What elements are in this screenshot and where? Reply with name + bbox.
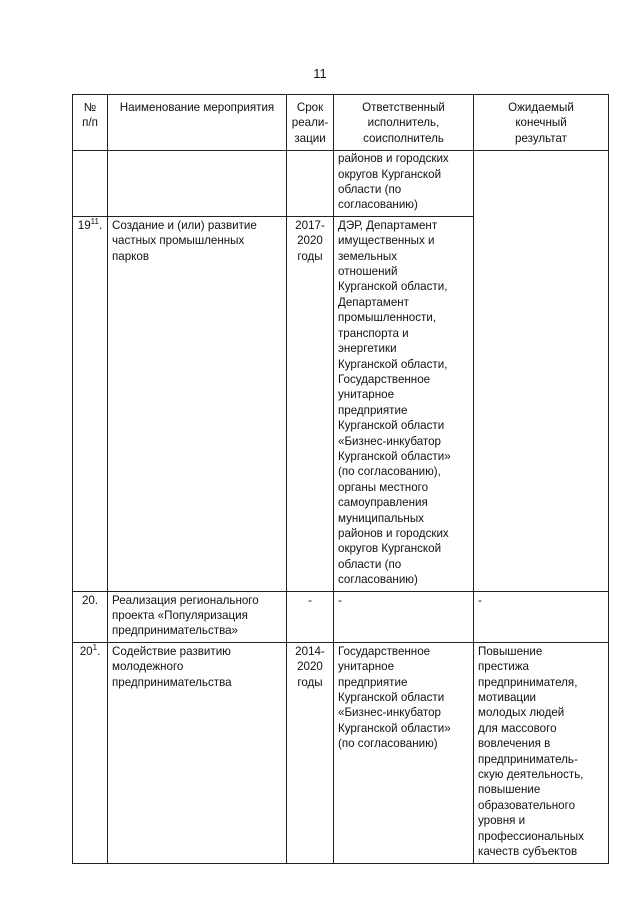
table-row: [73, 151, 609, 217]
header-name: Наименование мероприятия: [108, 95, 287, 151]
row-number-superscript: 1: [92, 642, 98, 652]
row-result-cell: Повышение престижа предпринимателя, мотивации молодых людей для массового вовлечения в предприниматель- скую деятельность, повышение образовательного уровня и профессиональных качеств субъектов: [474, 642, 609, 863]
row-name-cell: [108, 151, 287, 217]
table-row: [73, 591, 609, 642]
row-number-superscript: 11: [90, 216, 99, 226]
row-term-cell: -: [287, 591, 334, 642]
row-executor-cell: Государственное унитарное предприятие Курганской области «Бизнес-инкубатор Курганской области» (по согласованию): [334, 642, 474, 863]
row-name-cell: Содействие развитию молодежного предпринимательства: [108, 642, 287, 863]
row-result-cell: [474, 151, 609, 591]
row-term-cell: 2017- 2020 годы: [287, 216, 334, 591]
header-result: Ожидаемый конечный результат: [474, 95, 609, 151]
row-term-cell: 2014- 2020 годы: [287, 642, 334, 863]
header-term: Срок реали- зации: [287, 95, 334, 151]
row-num-cell: $19^{11}$.: [73, 216, 108, 591]
table-row: [73, 642, 609, 863]
row-num-cell: 20.: [73, 591, 108, 642]
row-name-cell: Реализация регионального проекта «Популяризация предпринимательства»: [108, 591, 287, 642]
row-executor-cell: -: [334, 591, 474, 642]
header-executor: Ответственный исполнитель, соисполнитель: [334, 95, 474, 151]
row-number: 20: [79, 644, 93, 658]
row-term-cell: [287, 151, 334, 217]
row-executor-cell: районов и городских округов Курганской области (по согласованию): [334, 151, 474, 217]
row-num-cell: $20^1$.: [73, 642, 108, 863]
row-num-cell: [73, 151, 108, 217]
measures-table: [72, 94, 609, 864]
row-result-cell: -: [474, 591, 609, 642]
header-num: № п/п: [73, 95, 108, 151]
row-number: 19: [77, 218, 91, 232]
row-executor-cell: ДЭР, Департамент имущественных и земельных отношений Курганской области, Департамент промышленности, транспорта и энергетики Курганской области, Государственное унитарное предприятие Курганской области «Бизнес-инкубатор Курганской области» (по согласованию), органы местного самоуправления муниципальных районов и городских округов Курганской области (по согласованию): [334, 216, 474, 591]
table-header-row: [73, 95, 609, 151]
row-name-cell: Создание и (или) развитие частных промышленных парков: [108, 216, 287, 591]
page-number: 11: [313, 66, 327, 81]
